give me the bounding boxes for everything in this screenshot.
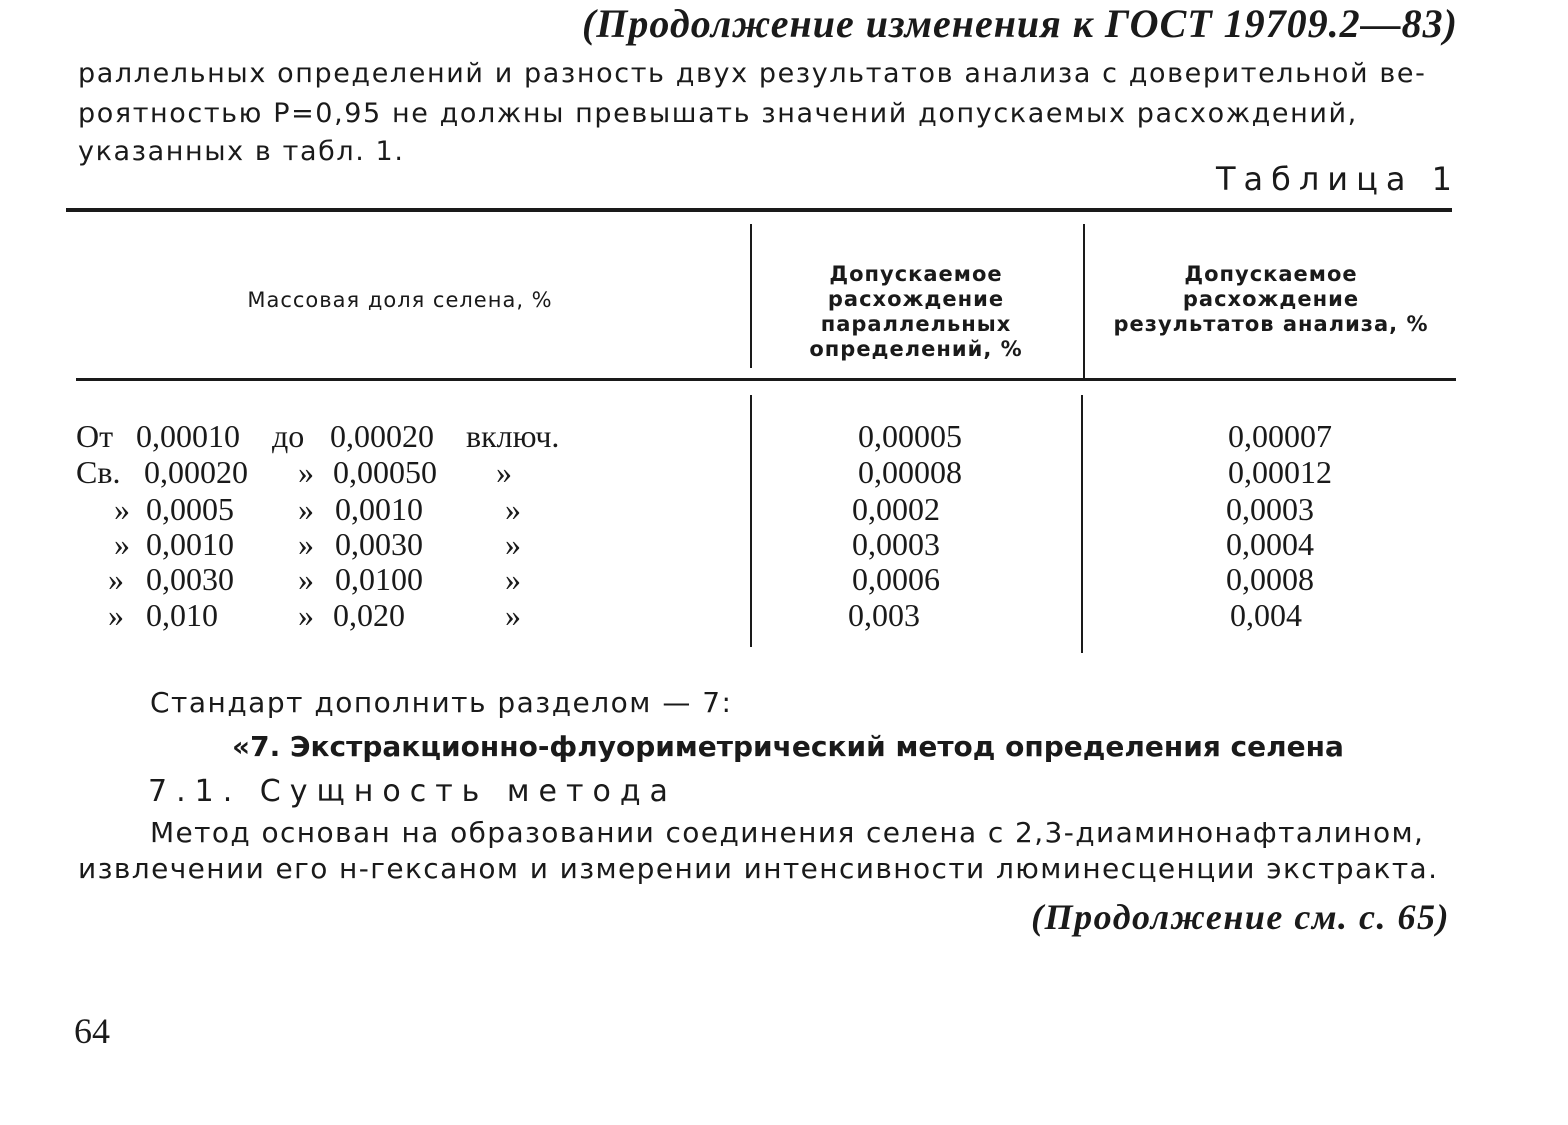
row-results-value: 0,0003	[1226, 491, 1314, 527]
section-title: «7. Экстракционно-флуориметрический метод определения селена	[232, 730, 1344, 763]
row-parallel-value: 0,0003	[852, 526, 940, 562]
row-suffix: »	[505, 491, 521, 527]
row-from: 0,0010	[146, 526, 234, 562]
row-sep: »	[298, 526, 314, 562]
row-prefix: »	[108, 597, 124, 633]
row-suffix: включ.	[466, 418, 560, 454]
row-sep: »	[298, 491, 314, 527]
continuation-header: (Продолжение изменения к ГОСТ 19709.2—83)	[581, 1, 1458, 46]
row-sep: »	[298, 561, 314, 597]
body-line-2: извлечении его н-гексаном и измерении интенсивности люминесценции экстракта.	[78, 852, 1439, 885]
row-to: 0,0100	[335, 561, 423, 597]
row-prefix: »	[114, 491, 130, 527]
row-prefix: Св.	[76, 454, 121, 490]
header-divider-2	[1083, 224, 1085, 378]
row-prefix: От	[76, 418, 114, 454]
row-results-value: 0,004	[1230, 597, 1302, 633]
intro-line-1: раллельных определений и разность двух результатов анализа с доверительной ве-	[78, 58, 1427, 89]
body-line-1: Метод основан на образовании соединения селена с 2,3-диаминонафталином,	[150, 816, 1425, 849]
header-results-discrepancy: Допускаемое расхождение результатов анализа, %	[1113, 262, 1429, 336]
row-sep: »	[298, 597, 314, 633]
section-add-note: Стандарт дополнить разделом — 7:	[150, 686, 733, 719]
row-results-value: 0,0008	[1226, 561, 1314, 597]
header-divider-1	[750, 224, 752, 368]
row-parallel-value: 0,0006	[852, 561, 940, 597]
row-from: 0,0030	[146, 561, 234, 597]
row-to: 0,020	[333, 597, 405, 633]
subsection-heading: 7.1. Сущность метода	[148, 774, 677, 809]
row-to: 0,00050	[333, 454, 437, 490]
table-top-rule	[66, 208, 1452, 212]
row-parallel-value: 0,0002	[852, 491, 940, 527]
row-to: 0,0030	[335, 526, 423, 562]
row-prefix: »	[114, 526, 130, 562]
row-prefix: »	[108, 561, 124, 597]
table-caption: Таблица 1	[1215, 160, 1460, 198]
intro-line-3: указанных в табл. 1.	[78, 136, 405, 167]
row-suffix: »	[505, 561, 521, 597]
row-to: 0,0010	[335, 491, 423, 527]
row-parallel-value: 0,00008	[858, 454, 962, 490]
row-suffix: »	[496, 454, 512, 490]
row-results-value: 0,00012	[1228, 454, 1332, 490]
row-suffix: »	[505, 526, 521, 562]
row-suffix: »	[505, 597, 521, 633]
row-parallel-value: 0,00005	[858, 418, 962, 454]
row-parallel-value: 0,003	[848, 597, 920, 633]
table-header-rule	[76, 378, 1456, 381]
body-divider-2	[1081, 395, 1083, 653]
page-number: 64	[74, 1011, 110, 1051]
header-mass-fraction: Массовая доля селена, %	[247, 288, 553, 312]
row-from: 0,00010	[136, 418, 240, 454]
row-from: 0,0005	[146, 491, 234, 527]
row-sep: до	[272, 418, 305, 454]
header-parallel-discrepancy: Допускаемое расхождение параллельных определений, %	[809, 262, 1023, 361]
row-results-value: 0,0004	[1226, 526, 1314, 562]
continuation-footer: (Продолжение см. с. 65)	[1031, 897, 1450, 937]
row-to: 0,00020	[330, 418, 434, 454]
row-sep: »	[298, 454, 314, 490]
intro-line-2: роятностью P=0,95 не должны превышать значений допускаемых расхождений,	[78, 98, 1358, 129]
row-from: 0,010	[146, 597, 218, 633]
row-from: 0,00020	[144, 454, 248, 490]
row-results-value: 0,00007	[1228, 418, 1332, 454]
